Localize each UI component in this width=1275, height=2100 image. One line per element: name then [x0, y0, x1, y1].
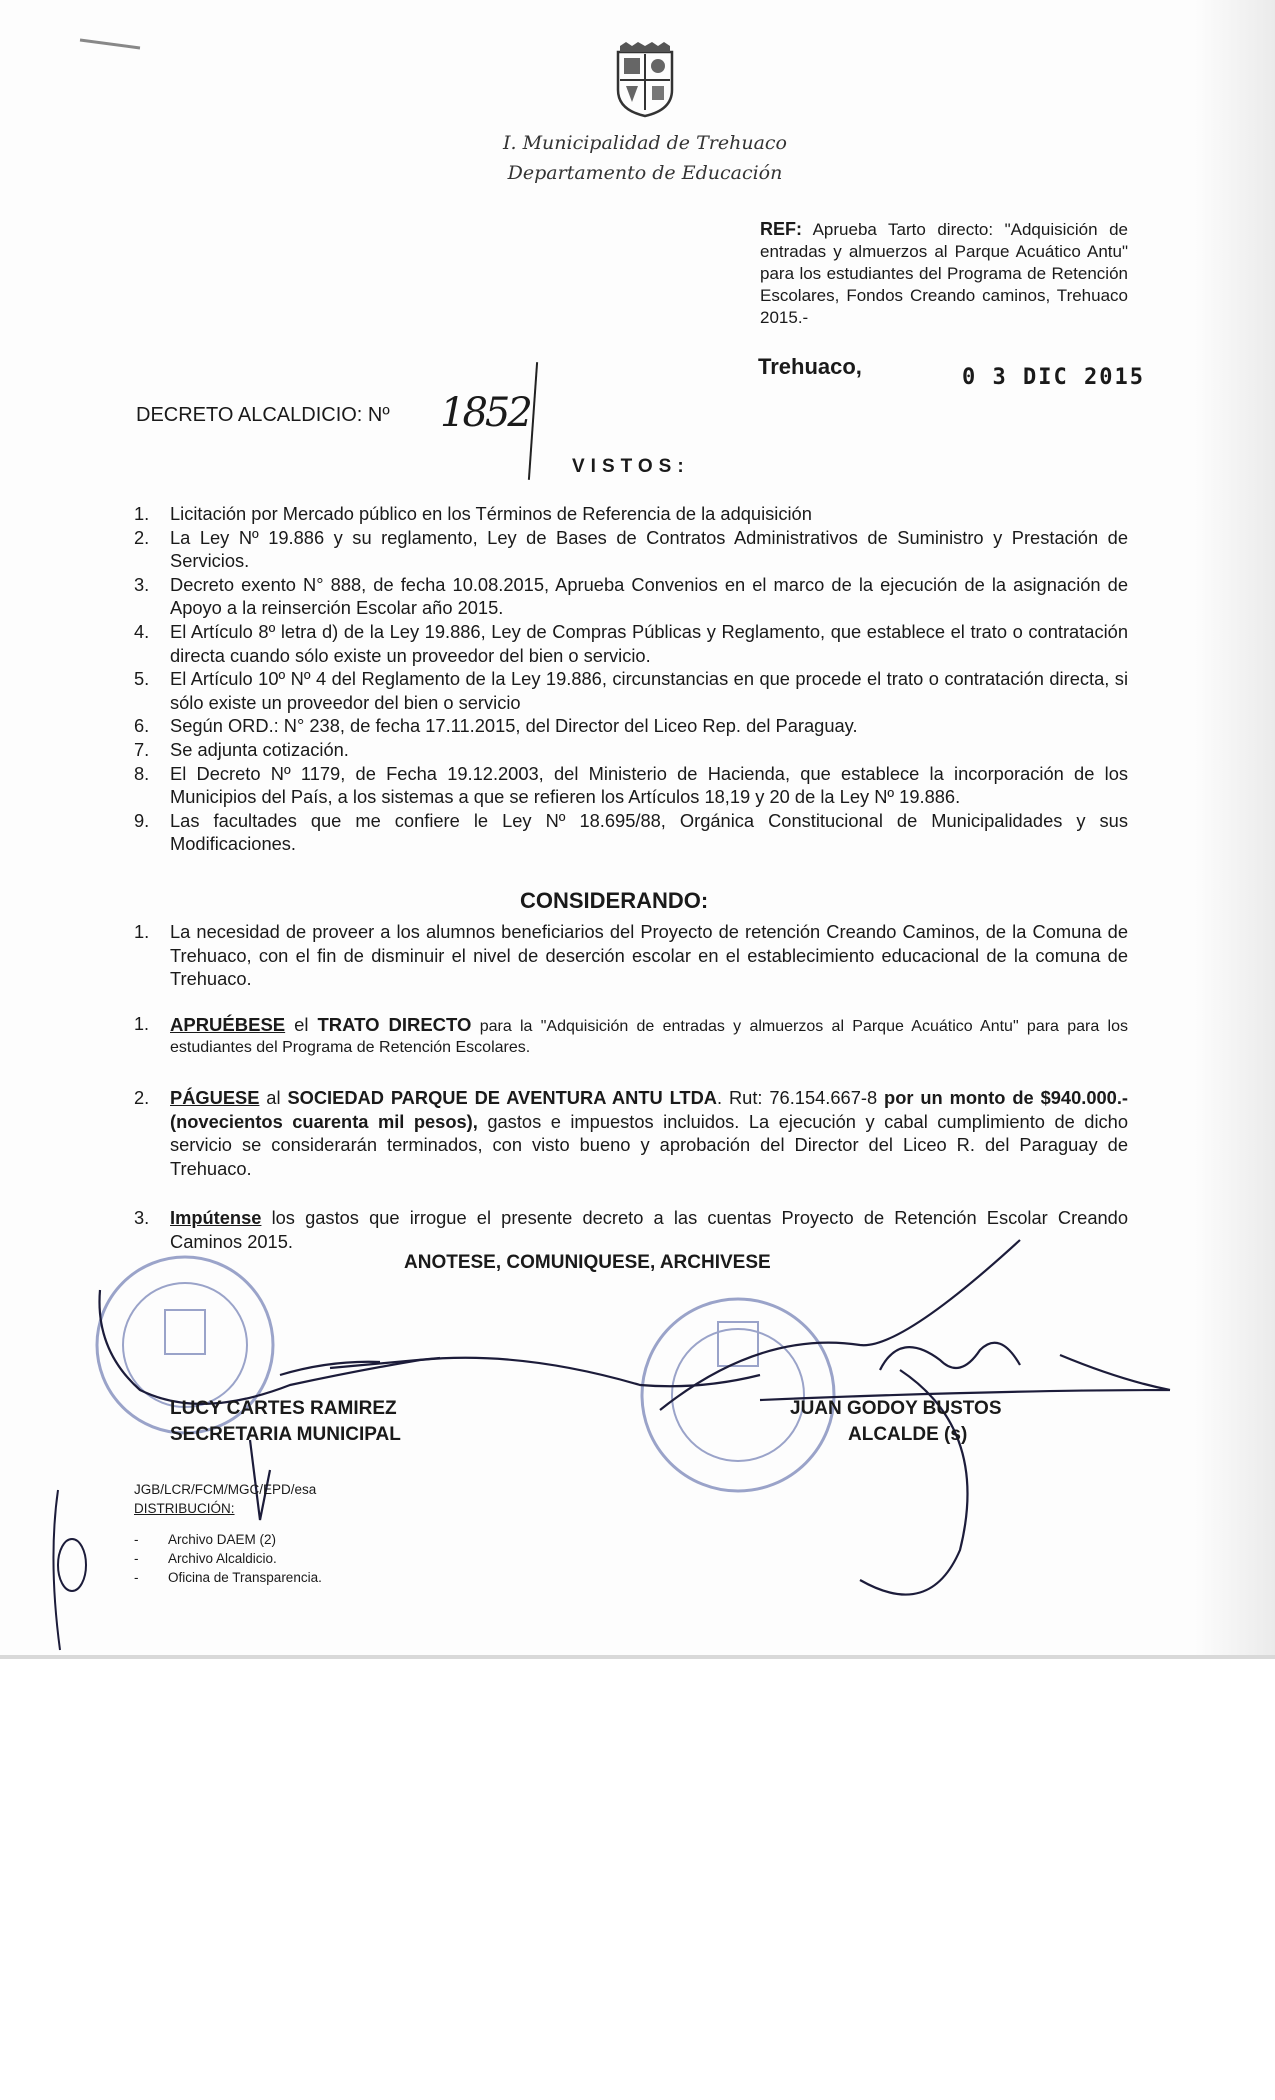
resolution-verb: PÁGUESE	[170, 1087, 260, 1108]
closing-line: ANOTESE, COMUNIQUESE, ARCHIVESE	[404, 1252, 771, 1273]
scan-shadow	[1195, 0, 1275, 1655]
list-item: 3. Decreto exento N° 888, de fecha 10.08.2015, Aprueba Convenios en el marco de la ejecución de la asignación de Apoyo a la reinserción Escolar año 2015.	[134, 573, 1128, 619]
mayor-stamp	[642, 1299, 834, 1491]
resolution-item-1: 1. APRUÉBESE el TRATO DIRECTO para la "Adquisición de entradas y almuerzos al Parque Acuático Antu" para para los estudiantes del Programa de Retención Escolares.	[134, 1014, 1128, 1056]
list-item: - Oficina de Transparencia.	[134, 1568, 322, 1587]
decree-number: 1852	[440, 390, 530, 436]
department-name: Departamento de Educación	[507, 162, 783, 184]
author-initials: JGB/LCR/FCM/MGC/EPD/esa	[134, 1482, 317, 1497]
resolution-verb: Impútense	[170, 1207, 262, 1228]
scan-mark	[80, 40, 140, 48]
list-item: 5. El Artículo 10º Nº 4 del Reglamento de la Ley 19.886, circunstancias en que procede el trato o contratación directa, si sólo existe un proveedor del bien o servicio	[134, 668, 1128, 713]
ref-label: REF:	[760, 219, 802, 239]
list-item: 1. Licitación por Mercado público en los Términos de Referencia de la adquisición	[134, 503, 812, 524]
list-item: - Archivo Alcaldicio.	[134, 1549, 322, 1568]
resolution-item-3: 3. Impútense los gastos que irrogue el presente decreto a las cuentas Proyecto de Retención Escolar Creando Caminos 2015.	[134, 1207, 1128, 1252]
signatory-name: JUAN GODOY BUSTOS	[790, 1398, 1002, 1419]
ref-text: Aprueba Tarto directo: "Adquisición de entradas y almuerzos al Parque Acuático Antu" para los estudiantes del Programa de Retención Escolares, Fondos Creando caminos, Trehuaco 2015.-	[760, 220, 1128, 327]
signature-block-left	[170, 1396, 401, 1448]
list-item: 2. La Ley Nº 19.886 y su reglamento, Ley de Bases de Contratos Administrativos de Suministro y Prestación de Servicios.	[134, 526, 1128, 572]
signatory-name: LUCY CARTES RAMIREZ	[170, 1398, 397, 1419]
list-item: 6. Según ORD.: N° 238, de fecha 17.11.2015, del Director del Liceo Rep. del Paraguay.	[134, 715, 858, 737]
list-item: 8. El Decreto Nº 1179, de Fecha 19.12.2003, del Ministerio de Hacienda, que establece la incorporación de los Municipios del País, a los sistemas a que se refieren los Artículos 18,19 y 20 de la Ley Nº 19.886.	[134, 762, 1128, 808]
municipality-name: I. Municipalidad de Trehuaco	[503, 132, 787, 154]
distribution-block	[134, 1480, 322, 1587]
initials-scribble	[53, 1490, 86, 1650]
signature-block-right	[790, 1396, 1002, 1448]
list-item: 7. Se adjunta cotización.	[134, 738, 349, 760]
signatory-title: SECRETARIA MUNICIPAL	[170, 1424, 401, 1445]
signatory-title: ALCALDE (s)	[848, 1424, 968, 1445]
considerando-heading: CONSIDERANDO:	[520, 888, 709, 913]
resolution-item-2: 2. PÁGUESE al SOCIEDAD PARQUE DE AVENTURA ANTU LTDA. Rut: 76.154.667-8 por un monto de $940.000.- (novecientos cuarenta mil pesos), gastos e impuestos incluidos. La ejecución y cabal cumplimiento de dicho servicio se considerarán terminados, con visto bueno y aprobación del Director del Liceo R. del Paraguay de Trehuaco.	[134, 1087, 1128, 1179]
date-stamp: 0 3 DIC 2015	[962, 365, 1145, 390]
vistos-heading: VISTOS:	[572, 456, 690, 477]
list-item: 9. Las facultades que me confiere le Ley Nº 18.695/88, Orgánica Constitucional de Municipalidades y sus Modificaciones.	[134, 809, 1128, 855]
list-item: 4. El Artículo 8º letra d) de la Ley 19.886, Ley de Compras Públicas y Reglamento, que establece el trato o contratación directa cuando sólo existe un proveedor del bien o servicio.	[134, 620, 1128, 666]
place-name: Trehuaco,	[758, 354, 862, 379]
resolution-verb: APRUÉBESE	[170, 1014, 286, 1035]
list-item: - Archivo DAEM (2)	[134, 1530, 322, 1549]
decree-label: DECRETO ALCALDICIO: Nº	[136, 404, 390, 426]
distribution-label: DISTRIBUCIÓN:	[134, 1501, 235, 1516]
list-item: 1. La necesidad de proveer a los alumnos beneficiarios del Proyecto de retención Creando Caminos, de la Comuna de Trehuaco, con el fin de disminuir el nivel de deserción escolar en el establecimiento educacional de la comuna de Trehuaco.	[134, 921, 1128, 990]
